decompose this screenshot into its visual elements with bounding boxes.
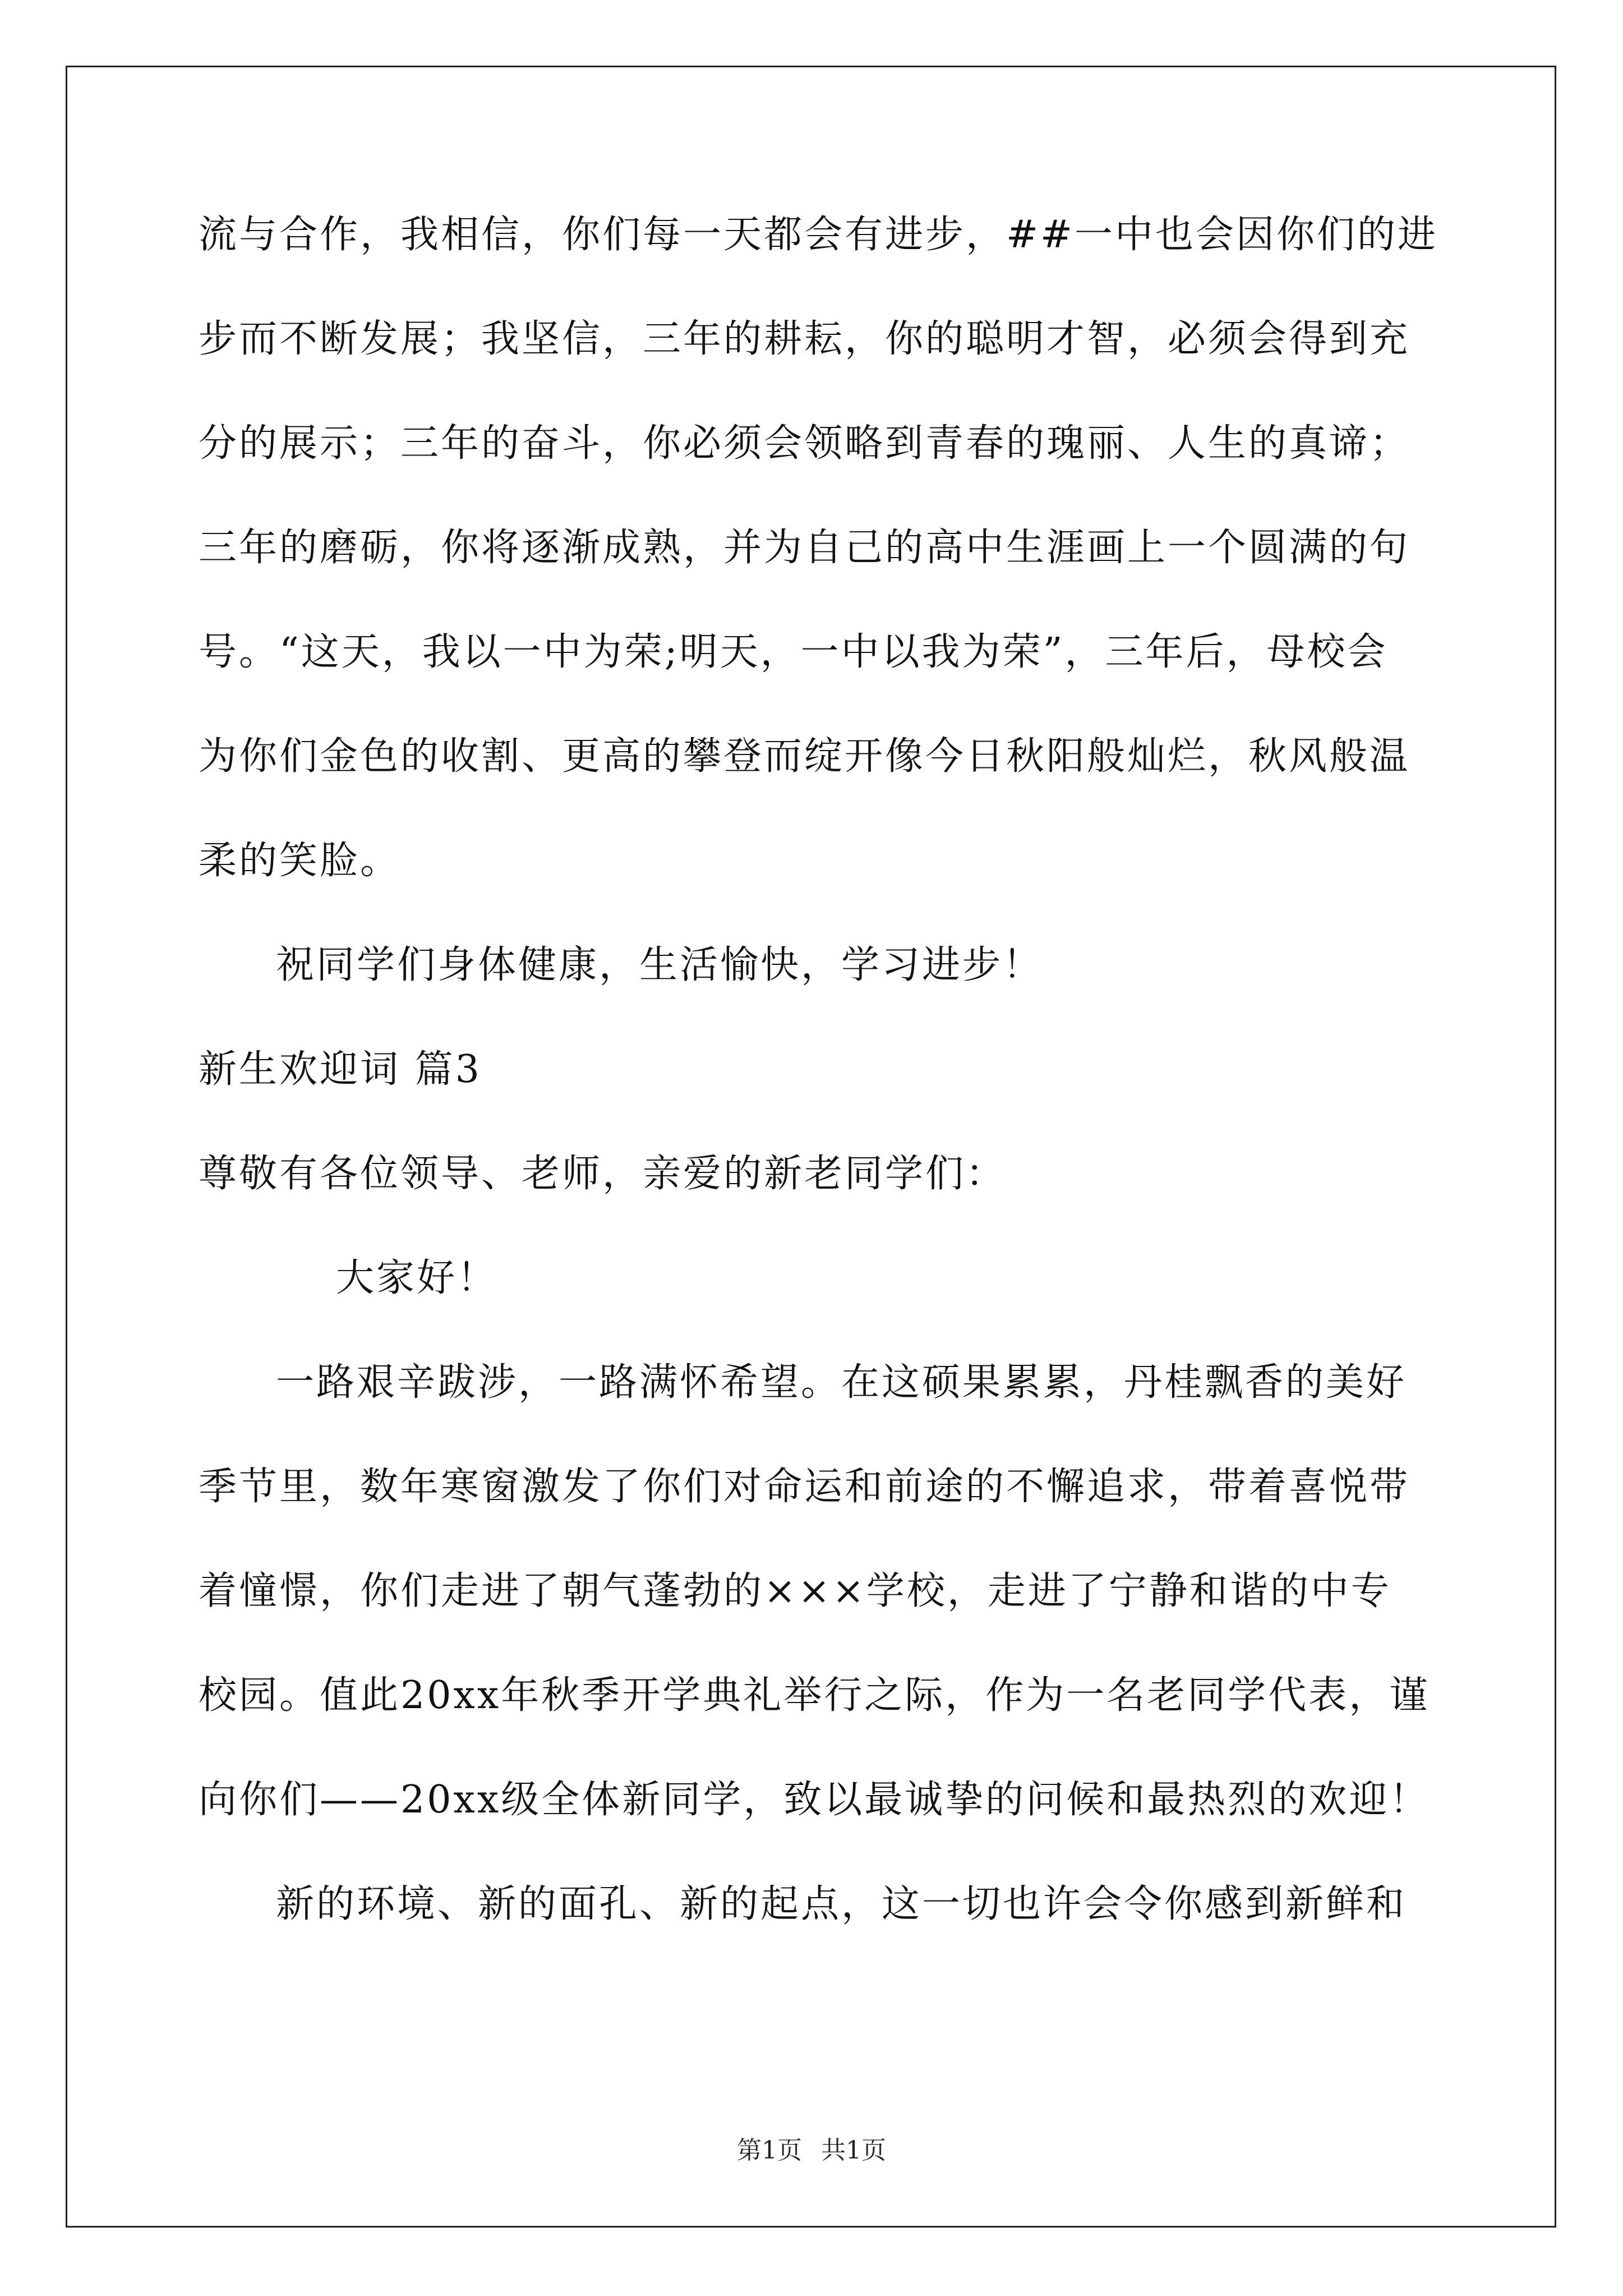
paragraph-line: 分的展示；三年的奋斗，你必须会领略到青春的瑰丽、人生的真谛； <box>199 421 1410 466</box>
paragraph-line: 一路艰辛跋涉，一路满怀希望。在这硕果累累，丹桂飘香的美好 <box>276 1360 1407 1405</box>
paragraph-line: 祝同学们身体健康，生活愉快，学习进步！ <box>276 943 1044 987</box>
salutation: 尊敬有各位领导、老师，亲爱的新老同学们： <box>199 1152 1007 1196</box>
page-footer <box>0 2138 1623 2163</box>
paragraph-line: 校园。值此20xx年秋季开学典礼举行之际，作为一名老同学代表，谨 <box>199 1673 1430 1718</box>
paragraph-line: 为你们金色的收割、更高的攀登而绽开像今日秋阳般灿烂，秋风般温 <box>199 734 1410 779</box>
paragraph-line: 号。“这天，我以一中为荣;明天，一中以我为荣”，三年后，母校会 <box>199 630 1388 674</box>
paragraph-line: 柔的笑脸。 <box>199 839 401 883</box>
greeting: 大家好！ <box>336 1256 498 1300</box>
paragraph-line: 向你们——20xx级全体新同学，致以最诚挚的问候和最热烈的欢迎！ <box>199 1778 1430 1822</box>
paragraph-line: 着憧憬，你们走进了朝气蓬勃的×××学校，走进了宁静和谐的中专 <box>199 1569 1391 1613</box>
paragraph-line: 季节里，数年寒窗激发了你们对命运和前途的不懈追求，带着喜悦带 <box>199 1465 1410 1509</box>
page-total: 共1页 <box>821 2136 886 2165</box>
paragraph-line: 步而不断发展；我坚信，三年的耕耘，你的聪明才智，必须会得到充 <box>199 317 1410 361</box>
paragraph-line: 新的环境、新的面孔、新的起点，这一切也许会令你感到新鲜和 <box>276 1882 1407 1926</box>
paragraph-line: 流与合作，我相信，你们每一天都会有进步，##一中也会因你们的进 <box>199 213 1438 257</box>
page-number: 第1页 <box>737 2136 802 2165</box>
document-body <box>199 213 1438 1990</box>
paragraph-line: 三年的磨砺，你将逐渐成熟，并为自己的高中生涯画上一个圆满的句 <box>199 526 1410 570</box>
section-heading: 新生欢迎词 篇3 <box>199 1047 482 1092</box>
